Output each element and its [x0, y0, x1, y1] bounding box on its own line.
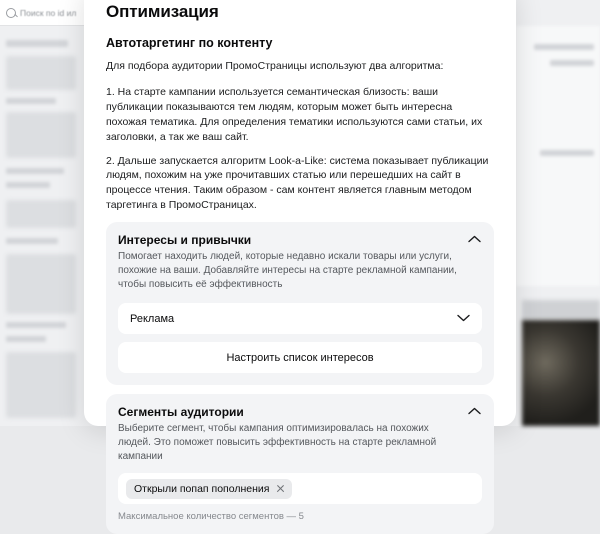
close-icon[interactable] [276, 484, 285, 493]
intro-text: Для подбора аудитории ПромоСтраницы используют два алгоритма: [106, 60, 444, 72]
background-line [6, 40, 68, 47]
search-icon [6, 8, 16, 18]
background-line [6, 182, 50, 188]
chevron-up-icon[interactable] [468, 407, 481, 415]
segment-tag-label: Открыли попап пополнения [134, 482, 270, 495]
modal-title: Оптимизация [106, 2, 219, 21]
card-interests [106, 222, 494, 385]
background-line [6, 238, 58, 244]
background-line [540, 150, 594, 156]
background-line [6, 168, 64, 174]
configure-interests-button[interactable]: Настроить список интересов [118, 342, 482, 373]
background-line [6, 336, 46, 342]
interests-select[interactable] [118, 303, 482, 334]
section-heading: Автотаргетинг по контенту [106, 36, 273, 50]
segment-tag[interactable] [126, 479, 292, 499]
segments-input[interactable] [118, 473, 482, 504]
paragraph-2: 2. Дальше запускается алгоритм Look-a-Like: система показывает публикации людям, похожим на уже прочитавших статью или перешедших на сайт в процессе чтения. Таким образом - сам контент является главным методом таргетинга в ПромоСтраницах. [106, 154, 489, 212]
card-interests-title: Интересы и привычки [118, 233, 252, 248]
paragraph-1: 1. На старте кампании используется семантическая близость: ваши публикации показываются тем людям, которым может быть интересна похожая тематика. Для определения тематики используются сами статьи, их заголовки, а так же ваш сайт. [106, 85, 483, 143]
background-block [6, 200, 76, 228]
background-search-field[interactable] [0, 0, 90, 26]
card-segments [106, 394, 494, 534]
background-line [550, 60, 594, 66]
chevron-up-icon[interactable] [468, 235, 481, 243]
segments-hint: Максимальное количество сегментов — 5 [118, 511, 304, 523]
background-line [6, 322, 66, 328]
background-block [6, 352, 76, 418]
optimization-modal [84, 0, 516, 523]
card-segments-description: Выберите сегмент, чтобы кампания оптимизировалась на похожих людей. Это поможет повысить эффективность на старте рекламной кампании [118, 423, 437, 463]
background-search-placeholder: Поиск по id ил [20, 7, 77, 18]
background-image [522, 320, 600, 426]
card-segments-title: Сегменты аудитории [118, 405, 244, 420]
background-line [6, 98, 56, 104]
background-block [6, 56, 76, 90]
chevron-down-icon [457, 313, 470, 325]
interests-select-value: Реклама [130, 312, 175, 325]
card-interests-description: Помогает находить людей, которые недавно искали товары или услуги, похожие на ваши. Добавляйте интересы на старте рекламной кампании, чтобы повысить её эффективность [118, 251, 457, 291]
background-image-strip [522, 300, 600, 320]
background-block [6, 112, 76, 158]
background-line [534, 44, 594, 50]
background-block [6, 254, 76, 314]
